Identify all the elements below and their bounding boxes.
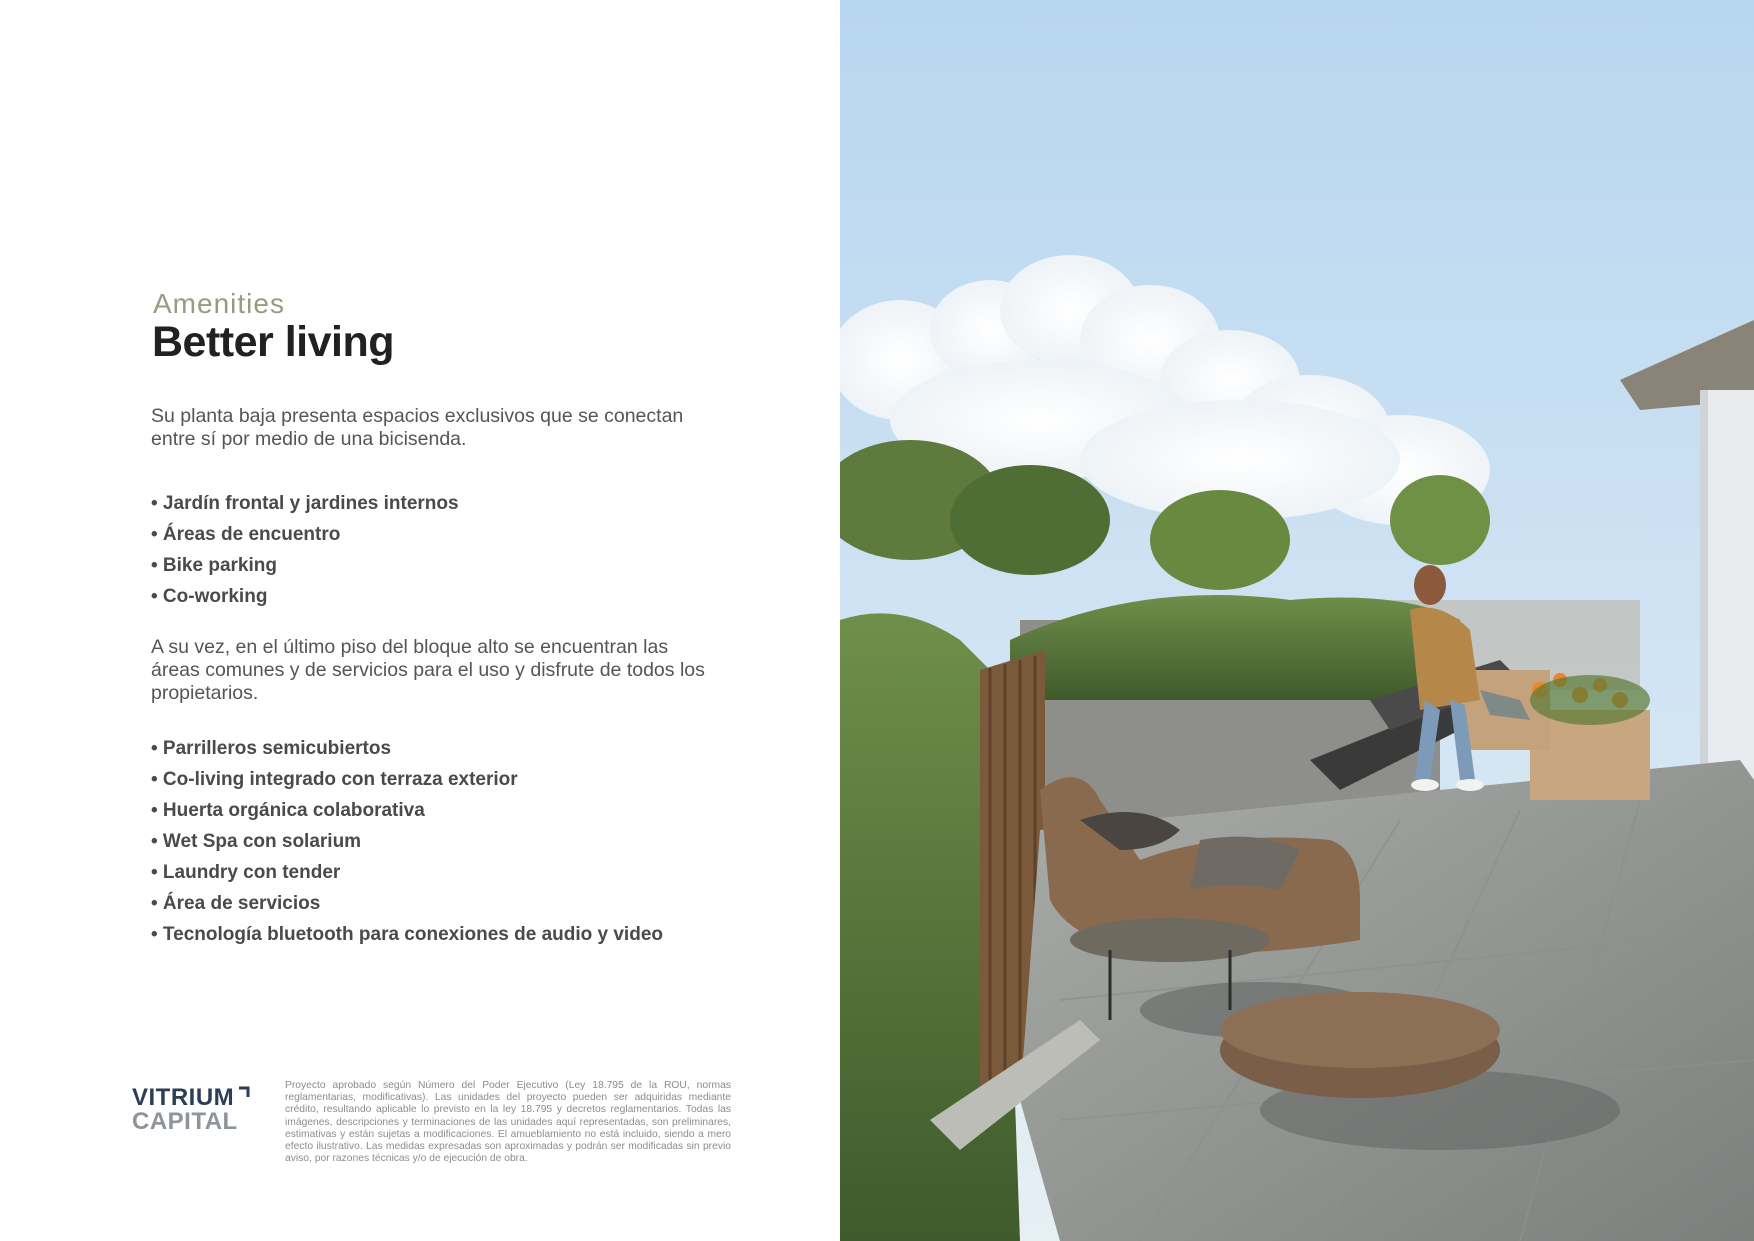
rooftop-terrace-photo <box>840 0 1754 1241</box>
text-panel <box>0 0 840 1241</box>
list-item: • Co-working <box>151 586 268 607</box>
logo-line-2: CAPITAL <box>132 1108 238 1135</box>
list-item: • Parrilleros semicubiertos <box>151 738 392 759</box>
page-title: Better living <box>152 318 394 366</box>
list-item: • Bike parking <box>151 555 277 576</box>
list-item: • Huerta orgánica colaborativa <box>151 800 425 821</box>
list-item: • Co-living integrado con terraza exterior <box>151 769 518 790</box>
list-item: • Jardín frontal y jardines internos <box>151 493 459 514</box>
list-item: • Wet Spa con solarium <box>151 831 362 852</box>
list-item: • Tecnología bluetooth para conexiones de audio y video <box>151 924 663 945</box>
legal-disclaimer: Proyecto aprobado según Número del Poder Ejecutivo (Ley 18.795 de la ROU, normas reglamentarias, modificativas). Las unidades del proyecto pueden ser adquiridas mediante crédito, resultando aplicable lo previsto en la ley 18.795 y decretos reglamentarios. Todas las imágenes, descripciones y terminaciones de las unidades aquí representadas, son preliminares, estimativas y están sujetas a modificaciones. El amueblamiento no está incluido, siendo a mero efecto ilustrativo. Las medidas expresadas son aproximadas y podrán ser modificadas sin previo aviso, por razones técnicas y/o de ejecución de obra. <box>285 1080 731 1165</box>
intro-paragraph: Su planta baja presenta espacios exclusivos que se conectan entre sí por medio de una bicisenda. <box>151 405 684 450</box>
vitrium-capital-logo <box>132 1085 257 1135</box>
section-eyebrow: Amenities <box>153 288 285 319</box>
list-item: • Áreas de encuentro <box>151 524 341 545</box>
ground-floor-amenities-list <box>151 488 459 612</box>
logo-line-1: VITRIUM <box>132 1084 235 1111</box>
list-item: • Área de servicios <box>151 893 321 914</box>
top-floor-amenities-list <box>151 733 663 950</box>
top-floor-paragraph: A su vez, en el último piso del bloque alto se encuentran las áreas comunes y de servicios para el uso y disfrute de todos los propietarios. <box>151 636 705 704</box>
logo-arrow-icon <box>237 1085 251 1099</box>
list-item: • Laundry con tender <box>151 862 341 883</box>
